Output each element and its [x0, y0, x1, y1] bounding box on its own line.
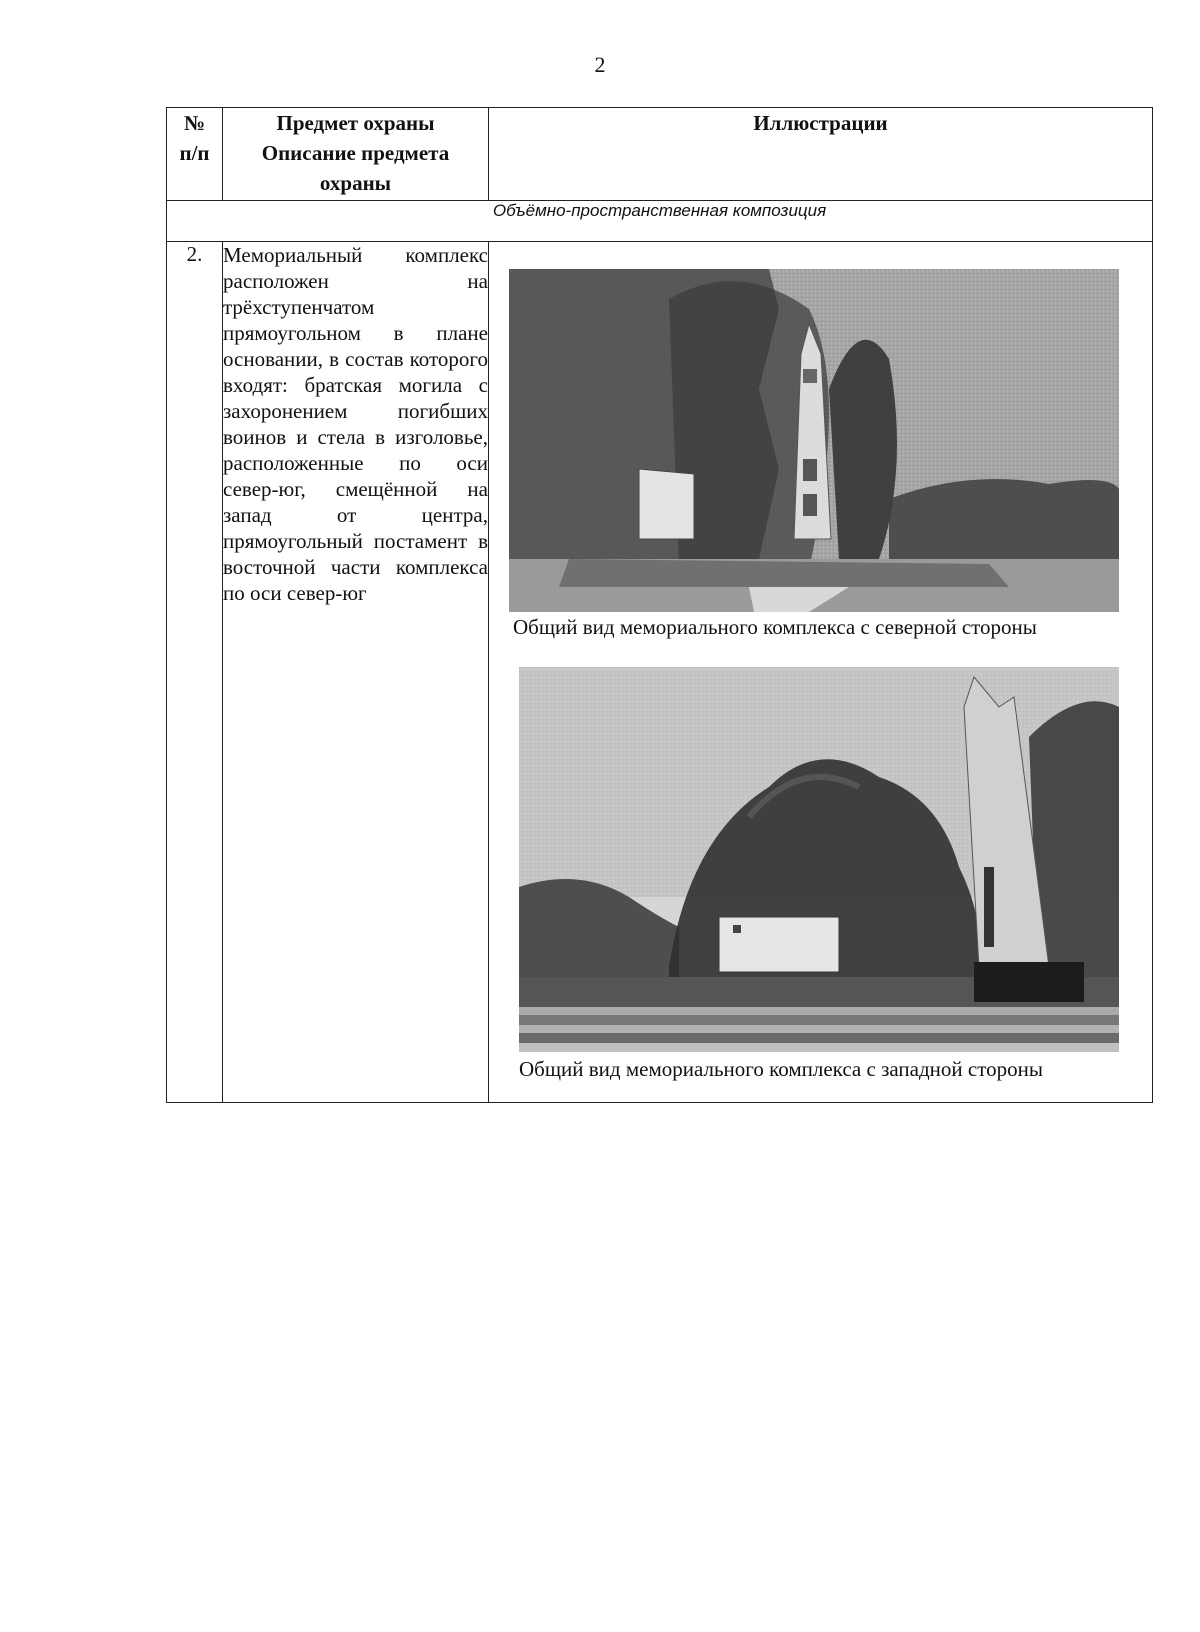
header-subject-line-1: Предмет охраны [276, 111, 435, 135]
header-number [167, 108, 223, 201]
section-title: Объёмно-пространственная композиция [167, 201, 1153, 242]
photo-west-view [519, 667, 1119, 1052]
header-illustrations: Иллюстрации [489, 108, 1153, 201]
row-illustrations [489, 242, 1153, 1103]
section-row [167, 201, 1153, 242]
photo-north-caption: Общий вид мемориального комплекса с северной стороны [513, 615, 1037, 639]
photo-west-caption: Общий вид мемориального комплекса с западной стороны [519, 1057, 1043, 1081]
header-number-line-1: № [183, 111, 206, 135]
row-number: 2. [167, 242, 223, 1103]
description-text: Мемориальный комплекс расположен на трёхступенчатом прямоугольном в плане основании, в состав которого входят: братская могила с захоронением погибших воинов и стела в изголовье, расположенные по оси север-юг, смещённой на запад от центра, прямоугольный постамент в восточной части комплекса по оси север-юг [223, 243, 488, 605]
table-header-row [167, 108, 1153, 201]
table-row [167, 242, 1153, 1103]
protection-table [166, 107, 1153, 1103]
header-subject-line-3: охраны [319, 171, 392, 195]
memorial-photo-west [519, 667, 1119, 1052]
header-subject-line-2: Описание предмета [261, 141, 450, 165]
page-number: 2 [594, 52, 606, 77]
photo-north-view [509, 269, 1119, 612]
header-number-line-2: п/п [179, 141, 210, 165]
memorial-photo-north [509, 269, 1119, 612]
header-subject [223, 108, 489, 201]
row-description [223, 242, 489, 1103]
